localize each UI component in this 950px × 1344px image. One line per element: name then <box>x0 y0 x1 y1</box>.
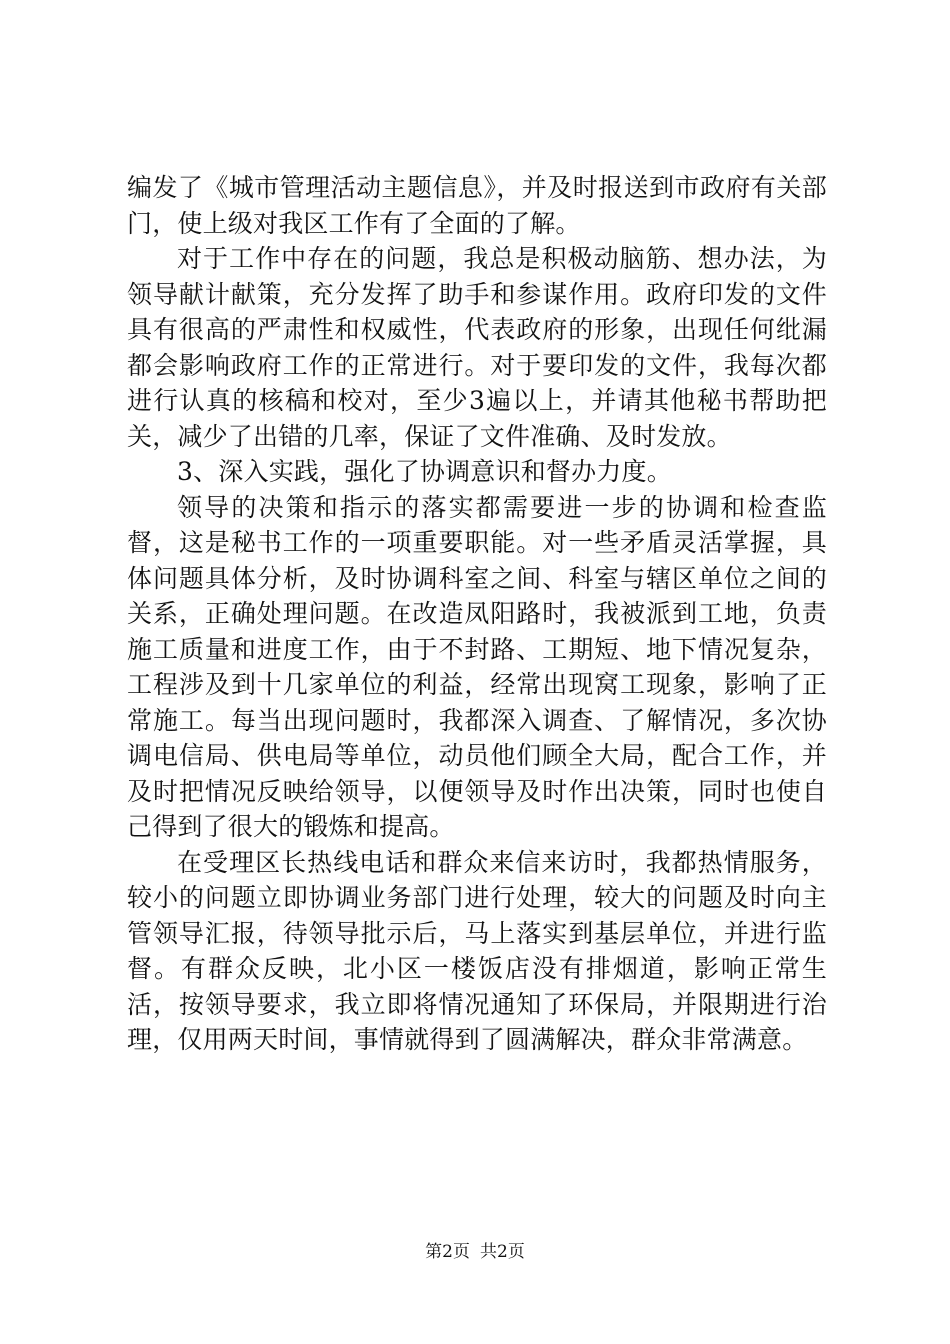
section-heading-coordination: 3、深入实践，强化了协调意识和督办力度。 <box>177 457 672 486</box>
document-body <box>127 170 827 1058</box>
paragraph-coordination: 领导的决策和指示的落实都需要进一步的协调和检查监督，这是秘书工作的一项重要职能。对一些矛盾灵活掌握，具体问题具体分析，及时协调科室之间、科室与辖区单位之间的关系，正确处理问题。在改造凤阳路时，我被派到工地，负责施工质量和进度工作，由于不封路、工期短、地下情况复杂，工程涉及到十几家单位的利益，经常出现窝工现象，影响了正常施工。每当出现问题时，我都深入调查、了解情况，多次协调电信局、供电局等单位，动员他们顾全大局，配合工作，并及时把情况反映给领导，以便领导及时作出决策，同时也使自己得到了很大的锻炼和提高。 <box>127 492 827 841</box>
page-total: 共2页 <box>480 1242 525 1262</box>
paragraph-continuation: 编发了《城市管理活动主题信息》，并及时报送到市政府有关部门，使上级对我区工作有了全面的了解。 <box>127 173 827 238</box>
paragraph-hotline: 在受理区长热线电话和群众来信来访时，我都热情服务，较小的问题立即协调业务部门进行处理，较大的问题及时向主管领导汇报，待领导批示后，马上落实到基层单位，并进行监督。有群众反映，北小区一楼饭店没有排烟道，影响正常生活，按领导要求，我立即将情况通知了环保局，并限期进行治理，仅用两天时间，事情就得到了圆满解决，群众非常满意。 <box>127 847 827 1054</box>
page-number: 第2页 <box>425 1242 470 1262</box>
paragraph-problem-solving: 对于工作中存在的问题，我总是积极动脑筋、想办法，为领导献计献策，充分发挥了助手和参谋作用。政府印发的文件具有很高的严肃性和权威性，代表政府的形象，出现任何纰漏都会影响政府工作的正常进行。对于要印发的文件，我每次都进行认真的核稿和校对，至少3遍以上，并请其他秘书帮助把关，减少了出错的几率，保证了文件准确、及时发放。 <box>127 244 827 451</box>
page-footer <box>0 1241 950 1263</box>
